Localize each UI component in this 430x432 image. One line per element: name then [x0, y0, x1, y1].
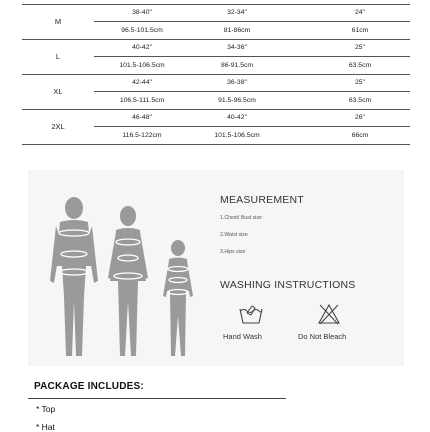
waist-cm: 91.5-96.5cm — [218, 97, 256, 104]
size-label: M — [54, 17, 62, 26]
hips-cm: 63.5cm — [348, 97, 372, 104]
package-item-hat: * Hat — [36, 422, 55, 432]
size-row-xl — [22, 75, 410, 110]
measurement-item-waist: 2.Waist size — [220, 232, 248, 238]
body-silhouette-icon — [36, 186, 206, 361]
row-divider — [94, 126, 410, 127]
washing-title: WASHING INSTRUCTIONS — [220, 279, 356, 291]
hand-wash-label: Hand Wash — [223, 332, 262, 341]
hips-cm: 63.5cm — [348, 62, 372, 69]
size-label: 2XL — [51, 122, 65, 131]
package-title: PACKAGE INCLUDES: — [34, 381, 144, 392]
chest-inches: 38-40" — [132, 9, 152, 16]
size-row-m — [22, 4, 410, 40]
measurement-panel — [28, 170, 404, 366]
chest-inches: 42-44" — [132, 79, 152, 86]
hips-inches: 25" — [355, 79, 365, 86]
size-label: L — [55, 52, 61, 61]
waist-inches: 36-38" — [227, 79, 247, 86]
chest-inches: 40-42" — [132, 44, 152, 51]
size-table — [22, 4, 410, 145]
hips-cm: 66cm — [351, 132, 369, 139]
hips-inches: 24" — [355, 9, 365, 16]
hand-wash-icon — [238, 303, 264, 325]
chest-inches: 46-48" — [132, 114, 152, 121]
waist-cm: 86-91.5cm — [220, 62, 254, 69]
measurement-item-chest: 1.Chest/ Bust size — [220, 215, 262, 221]
do-not-bleach-label: Do Not Bleach — [298, 332, 347, 341]
waist-inches: 32-34" — [227, 9, 247, 16]
row-divider — [94, 56, 410, 57]
size-row-2xl — [22, 110, 410, 145]
hips-cm: 61cm — [351, 27, 369, 34]
chest-cm: 106.5-111.5cm — [119, 97, 165, 104]
waist-cm: 81-86cm — [223, 27, 251, 34]
row-divider — [94, 91, 410, 92]
waist-cm: 101.5-106.5cm — [214, 132, 260, 139]
chest-cm: 96.5-101.5cm — [121, 27, 163, 34]
size-label: XL — [53, 87, 63, 96]
package-divider — [28, 398, 286, 399]
measurement-item-hips: 3.Hips size — [220, 249, 246, 255]
waist-inches: 34-36" — [227, 44, 247, 51]
waist-inches: 40-42" — [227, 114, 247, 121]
row-divider — [94, 21, 410, 22]
do-not-bleach-icon — [317, 303, 341, 325]
measurement-title: MEASUREMENT — [220, 194, 304, 206]
size-row-l — [22, 40, 410, 75]
package-item-top: * Top — [36, 404, 56, 414]
hips-inches: 26" — [355, 114, 365, 121]
hips-inches: 25" — [355, 44, 365, 51]
chest-cm: 116.5-122cm — [122, 132, 162, 139]
chest-cm: 101.5-106.5cm — [119, 62, 165, 69]
